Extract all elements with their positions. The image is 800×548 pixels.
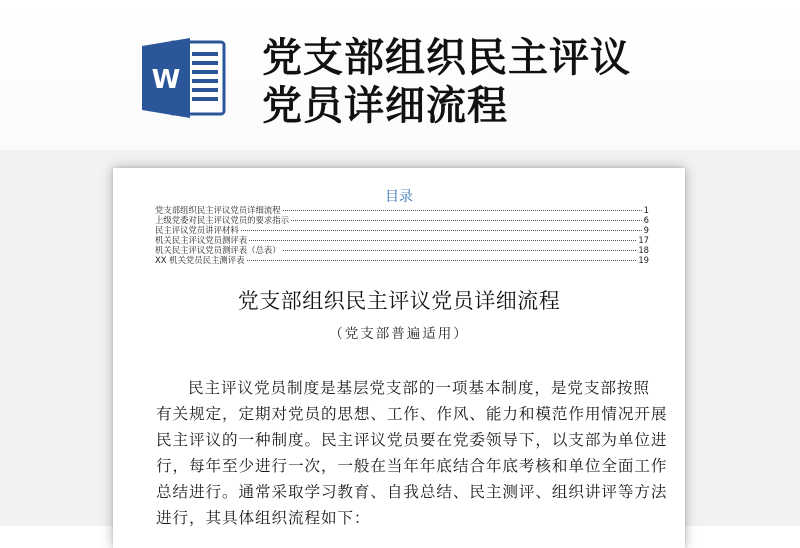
toc-title: 目录 xyxy=(385,189,413,205)
document-title: 党支部组织民主评议党员详细流程 xyxy=(237,289,561,313)
body-line: 行，每年至少进行一次，一般在当年年底结合年底考核和单位全面工作 xyxy=(156,457,668,475)
toc-entry[interactable] xyxy=(155,255,649,265)
toc-entry-label: 民主评议党员讲评材料 xyxy=(155,225,239,235)
header-title-line-2: 党员详细流程 xyxy=(262,83,508,129)
body-line: 民主评议的一种制度。民主评议党员要在党委领导下，以支部为单位进 xyxy=(156,431,668,449)
toc-entry-page: 18 xyxy=(638,245,649,255)
toc-entry-label: 机关民主评议党员测评表（总表） xyxy=(155,245,281,255)
toc-entry-page: 17 xyxy=(638,235,649,245)
header-title xyxy=(262,34,782,130)
toc-leader-dots xyxy=(291,220,642,221)
body-line: 有关规定，定期对党员的思想、工作、作风、能力和模范作用情况开展 xyxy=(156,405,668,423)
document-page xyxy=(113,168,685,548)
header-title-line-1: 党支部组织民主评议 xyxy=(262,35,631,81)
document-body xyxy=(156,375,668,531)
toc-entry-label: 党支部组织民主评议党员详细流程 xyxy=(155,205,281,215)
toc-entry[interactable] xyxy=(155,225,649,235)
toc-entry[interactable] xyxy=(155,245,649,255)
word-icon xyxy=(140,36,226,120)
toc-entry-page: 19 xyxy=(638,255,649,265)
toc-leader-dots xyxy=(247,260,637,261)
toc-leader-dots xyxy=(283,210,642,211)
toc-entry-page: 1 xyxy=(643,205,649,215)
toc-entry-page: 6 xyxy=(643,215,649,225)
toc-entry-label: 上级党委对民主评议党员的要求指示 xyxy=(155,215,289,225)
toc-entry[interactable] xyxy=(155,235,649,245)
document-subtitle: （党支部普遍适用） xyxy=(329,326,469,342)
toc-entry[interactable] xyxy=(155,215,649,225)
toc-entry[interactable] xyxy=(155,205,649,215)
toc-entry-label: XX 机关党员民主测评表 xyxy=(155,255,245,265)
toc-entry-label: 机关民主评议党员测评表 xyxy=(155,235,248,245)
toc-entry-page: 9 xyxy=(643,225,649,235)
body-line: 总结进行。通常采取学习教育、自我总结、民主测评、组织讲评等方法 xyxy=(156,483,668,501)
table-of-contents xyxy=(155,205,649,265)
body-line: 进行，其具体组织流程如下： xyxy=(156,509,371,527)
toc-leader-dots xyxy=(283,250,637,251)
word-icon-letter: W xyxy=(151,65,181,95)
toc-leader-dots xyxy=(249,240,636,241)
toc-leader-dots xyxy=(241,230,642,231)
body-line: 民主评议党员制度是基层党支部的一项基本制度，是党支部按照 xyxy=(188,379,650,397)
